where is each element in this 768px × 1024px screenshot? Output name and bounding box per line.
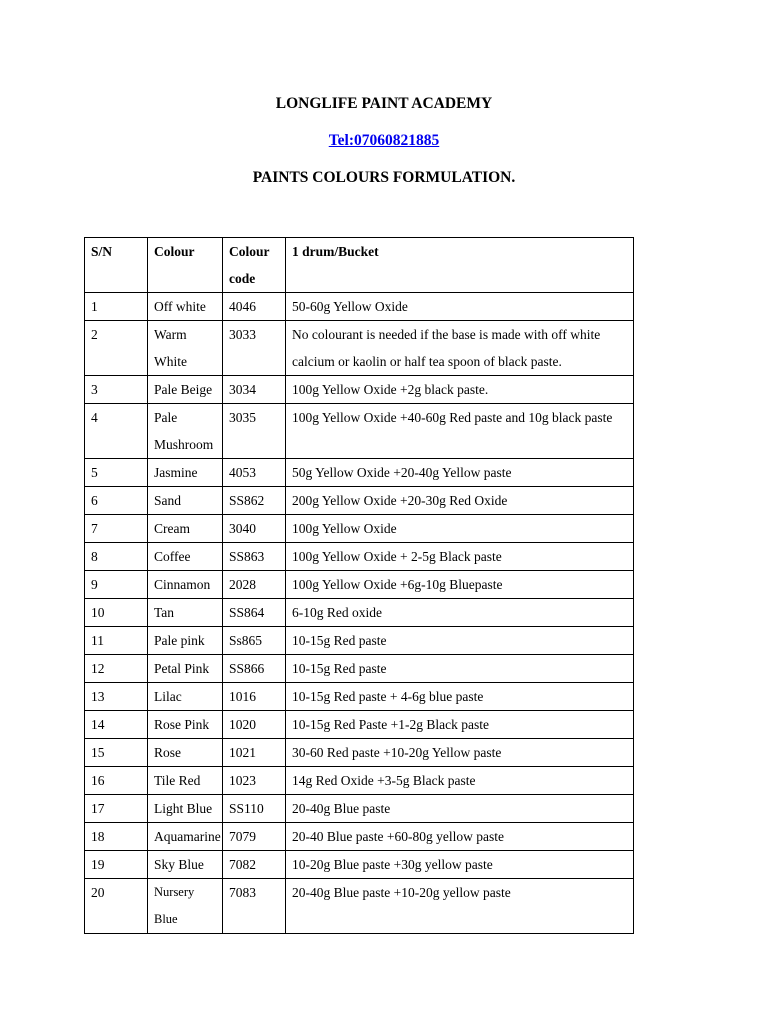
cell-colour-code: SS864 [223, 599, 286, 627]
table-row [85, 627, 634, 655]
cell-colour-code: 2028 [223, 571, 286, 599]
cell-sn: 1 [85, 293, 148, 321]
cell-colour-code: 1021 [223, 739, 286, 767]
table-row [85, 739, 634, 767]
cell-colour: Cream [148, 515, 223, 543]
cell-colour-code: 7082 [223, 851, 286, 879]
cell-formula: 30-60 Red paste +10-20g Yellow paste [286, 739, 634, 767]
cell-colour: Aquamarine [148, 823, 223, 851]
cell-colour-code: 4053 [223, 459, 286, 487]
header-colour-code: Colour code [223, 238, 286, 293]
cell-sn: 2 [85, 321, 148, 376]
cell-sn: 6 [85, 487, 148, 515]
cell-colour: Light Blue [148, 795, 223, 823]
cell-sn: 8 [85, 543, 148, 571]
cell-colour: Rose Pink [148, 711, 223, 739]
table-row [85, 293, 634, 321]
cell-colour: Sand [148, 487, 223, 515]
cell-colour: Nursery Blue [148, 879, 223, 934]
cell-formula: 20-40 Blue paste +60-80g yellow paste [286, 823, 634, 851]
telephone-line [0, 131, 768, 151]
cell-colour: Pale Mushroom [148, 404, 223, 459]
cell-colour-code: 1016 [223, 683, 286, 711]
table-row [85, 515, 634, 543]
cell-sn: 16 [85, 767, 148, 795]
cell-colour: Tile Red [148, 767, 223, 795]
cell-sn: 4 [85, 404, 148, 459]
cell-formula: 6-10g Red oxide [286, 599, 634, 627]
cell-colour: Rose [148, 739, 223, 767]
colour-formulation-table [84, 237, 634, 934]
cell-colour: Cinnamon [148, 571, 223, 599]
table-row [85, 823, 634, 851]
cell-formula: 10-15g Red paste + 4-6g blue paste [286, 683, 634, 711]
table-row [85, 543, 634, 571]
header-drum-bucket: 1 drum/Bucket [286, 238, 634, 293]
table-row [85, 851, 634, 879]
table-row [85, 571, 634, 599]
table-row [85, 683, 634, 711]
table-row [85, 459, 634, 487]
table-row [85, 321, 634, 376]
cell-colour: Lilac [148, 683, 223, 711]
cell-colour: Petal Pink [148, 655, 223, 683]
cell-sn: 10 [85, 599, 148, 627]
table-row [85, 879, 634, 934]
cell-formula: 10-15g Red Paste +1-2g Black paste [286, 711, 634, 739]
table-row [85, 599, 634, 627]
table-row [85, 655, 634, 683]
table-header-row [85, 238, 634, 293]
cell-colour: Jasmine [148, 459, 223, 487]
cell-colour-code: 1020 [223, 711, 286, 739]
cell-formula: 100g Yellow Oxide +40-60g Red paste and 10g black paste [286, 404, 634, 459]
cell-formula: 100g Yellow Oxide +6g-10g Bluepaste [286, 571, 634, 599]
cell-colour: Sky Blue [148, 851, 223, 879]
header-colour: Colour [148, 238, 223, 293]
telephone-link[interactable]: Tel:07060821885 [328, 132, 440, 149]
cell-colour-code: 7079 [223, 823, 286, 851]
cell-colour-code: SS863 [223, 543, 286, 571]
cell-colour: Pale Beige [148, 376, 223, 404]
cell-colour: Off white [148, 293, 223, 321]
cell-sn: 5 [85, 459, 148, 487]
cell-formula: 200g Yellow Oxide +20-30g Red Oxide [286, 487, 634, 515]
table-row [85, 767, 634, 795]
cell-formula: 10-20g Blue paste +30g yellow paste [286, 851, 634, 879]
cell-formula: 50g Yellow Oxide +20-40g Yellow paste [286, 459, 634, 487]
cell-formula: 50-60g Yellow Oxide [286, 293, 634, 321]
cell-sn: 11 [85, 627, 148, 655]
cell-colour-code: SS110 [223, 795, 286, 823]
cell-colour-code: 3035 [223, 404, 286, 459]
cell-sn: 7 [85, 515, 148, 543]
cell-sn: 13 [85, 683, 148, 711]
cell-colour: Pale pink [148, 627, 223, 655]
cell-sn: 19 [85, 851, 148, 879]
cell-formula: No colourant is needed if the base is made with off white calcium or kaolin or half tea spoon of black paste. [286, 321, 634, 376]
cell-colour-code: SS862 [223, 487, 286, 515]
cell-formula: 10-15g Red paste [286, 627, 634, 655]
table-row [85, 795, 634, 823]
document-title: LONGLIFE PAINT ACADEMY [275, 95, 493, 112]
cell-formula: 10-15g Red paste [286, 655, 634, 683]
table-row [85, 404, 634, 459]
cell-formula: 100g Yellow Oxide [286, 515, 634, 543]
cell-colour-code: Ss865 [223, 627, 286, 655]
table-row [85, 711, 634, 739]
cell-sn: 18 [85, 823, 148, 851]
cell-colour: Coffee [148, 543, 223, 571]
cell-colour-code: 3034 [223, 376, 286, 404]
table-row [85, 487, 634, 515]
table-row [85, 376, 634, 404]
cell-sn: 12 [85, 655, 148, 683]
cell-formula: 20-40g Blue paste +10-20g yellow paste [286, 879, 634, 934]
cell-colour-code: 1023 [223, 767, 286, 795]
table-body [85, 293, 634, 934]
cell-formula: 20-40g Blue paste [286, 795, 634, 823]
cell-sn: 15 [85, 739, 148, 767]
header-sn: S/N [85, 238, 148, 293]
cell-sn: 9 [85, 571, 148, 599]
cell-formula: 100g Yellow Oxide + 2-5g Black paste [286, 543, 634, 571]
cell-sn: 17 [85, 795, 148, 823]
cell-sn: 20 [85, 879, 148, 934]
cell-colour-code: 3033 [223, 321, 286, 376]
cell-formula: 100g Yellow Oxide +2g black paste. [286, 376, 634, 404]
cell-colour: Tan [148, 599, 223, 627]
cell-formula: 14g Red Oxide +3-5g Black paste [286, 767, 634, 795]
cell-colour: Warm White [148, 321, 223, 376]
cell-colour-code: SS866 [223, 655, 286, 683]
cell-colour-code: 7083 [223, 879, 286, 934]
cell-colour-code: 3040 [223, 515, 286, 543]
cell-sn: 14 [85, 711, 148, 739]
cell-colour-code: 4046 [223, 293, 286, 321]
cell-sn: 3 [85, 376, 148, 404]
document-subtitle: PAINTS COLOURS FORMULATION. [252, 169, 516, 186]
